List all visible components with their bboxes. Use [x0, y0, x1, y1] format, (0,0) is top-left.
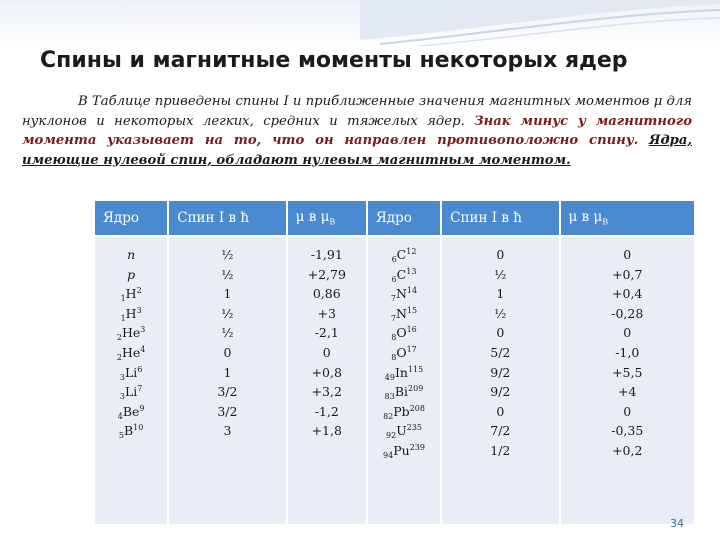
paragraph-part-2: Знак минус у магнитного момента указывает на то, что он направлен противоположно спину. [22, 113, 692, 148]
nucleus-charge: 82 [383, 411, 394, 421]
nucleus-charge: 4 [117, 411, 123, 421]
nucleus-right-4 [369, 323, 439, 343]
nucleus-charge: 8 [391, 333, 397, 343]
nucleus-symbol: H [125, 286, 137, 302]
nucleus-charge: 92 [386, 431, 397, 441]
moment-value-right-5: -1,0 [615, 344, 640, 360]
nucleus-charge: 94 [383, 450, 394, 460]
nucleus-charge: 3 [119, 372, 125, 382]
moment-value-left-3: +3 [317, 305, 336, 321]
nucleus-charge: 49 [384, 372, 395, 382]
moment-value-left-4: -2,1 [314, 325, 339, 341]
moment-value-right-4: 0 [623, 325, 632, 341]
spin-value-right-1: ½ [494, 266, 507, 282]
table-body-row [95, 237, 694, 524]
spin-column-right [442, 237, 558, 524]
nucleus-mass: 16 [406, 325, 417, 335]
spin-value-right-0: 0 [496, 247, 505, 262]
nucleus-left-0 [96, 245, 166, 265]
spin-value-left-5: 0 [223, 344, 232, 360]
nucleus-left-2 [96, 284, 166, 304]
spin-value-right-6: 9/2 [490, 364, 511, 380]
paragraph-part-1: В Таблице приведены спины I и приближенные значения магнитных моментов μ для нуклонов и некоторых легких, средних и тяжелых ядер. [22, 94, 692, 129]
nucleus-mass: 6 [137, 364, 143, 374]
moment-column-left [288, 237, 366, 524]
nucleus-symbol: Bi [394, 384, 409, 400]
nucleus-left-6 [96, 363, 166, 383]
nucleus-mass: 235 [406, 423, 423, 433]
nucleus-symbol: n [127, 247, 136, 262]
moment-value-left-9: +1,8 [311, 423, 342, 439]
nucleus-symbol: In [394, 364, 408, 380]
nucleus-right-6 [369, 363, 439, 383]
nucleus-right-9 [369, 421, 439, 441]
table-header-row [95, 201, 694, 235]
moment-column-right [561, 237, 694, 524]
nucleus-right-10 [369, 441, 439, 461]
moment-value-left-1: +2,79 [307, 266, 346, 282]
nucleus-symbol: He [121, 325, 141, 341]
nucleus-mass: 12 [406, 247, 417, 256]
spin-value-left-1: ½ [221, 266, 234, 282]
header-spin-left: Спин I в ħ [169, 201, 285, 235]
nucleus-left-5 [96, 343, 166, 363]
nucleus-symbol: N [395, 305, 407, 321]
nucleus-mass: 115 [407, 364, 424, 374]
spin-value-left-8: 3/2 [217, 403, 238, 419]
nucleus-mass: 209 [408, 384, 424, 394]
header-nucleus-right: Ядро [368, 201, 440, 235]
nucleus-right-8 [369, 402, 439, 422]
header-mu-right: μ в $\mu_B$ [561, 201, 694, 235]
nucleus-mass: 13 [406, 266, 417, 276]
spin-value-right-9: 7/2 [490, 423, 511, 439]
nucleus-mass: 15 [406, 305, 418, 315]
spin-value-right-10: 1/2 [490, 442, 511, 458]
spin-moment-table [93, 199, 696, 526]
nucleus-right-0 [369, 245, 439, 265]
moment-value-left-6: +0,8 [311, 364, 342, 380]
nucleus-charge: 6 [391, 255, 397, 264]
nucleus-charge: 3 [119, 392, 125, 402]
nucleus-charge: 7 [390, 313, 396, 323]
moment-value-left-5: 0 [322, 344, 331, 360]
nucleus-left-7 [96, 382, 166, 402]
header-mu-left: μ в $\mu_B$ [288, 201, 366, 235]
nucleus-charge: 1 [120, 313, 126, 323]
nucleus-right-1 [369, 265, 439, 285]
moment-value-right-1: +0,7 [612, 266, 643, 282]
nucleus-right-2 [369, 284, 439, 304]
nucleus-right-7 [369, 382, 439, 402]
nucleus-symbol: Pb [393, 403, 410, 419]
moment-value-right-7: +4 [618, 384, 637, 400]
spin-column-left [169, 237, 285, 524]
spin-value-right-3: ½ [494, 305, 507, 321]
moment-value-right-8: 0 [623, 403, 632, 419]
spin-value-left-2: 1 [223, 286, 232, 302]
nucleus-mass: 3 [136, 305, 142, 315]
moment-value-right-9: -0,35 [611, 423, 644, 439]
nucleus-symbol: O [396, 325, 407, 341]
moment-value-left-7: +3,2 [311, 384, 342, 400]
moment-value-right-6: +5,5 [612, 364, 643, 380]
nucleus-symbol: O [396, 344, 407, 360]
slide-title: Спины и магнитные моменты некоторых ядер [40, 48, 628, 73]
moment-value-right-10: +0,2 [612, 442, 643, 458]
nucleus-mass: 4 [140, 344, 146, 354]
nucleus-charge: 8 [391, 352, 397, 362]
moment-value-right-0: 0 [623, 247, 632, 262]
nucleus-charge: 2 [116, 352, 122, 362]
nucleus-symbol: He [121, 344, 141, 360]
nucleus-symbol: U [396, 423, 407, 439]
nucleus-symbol: B [123, 423, 134, 439]
nucleus-mass: 14 [406, 286, 418, 296]
nucleus-charge: 1 [120, 294, 126, 304]
page-number: 34 [670, 517, 684, 530]
spin-value-left-9: 3 [223, 423, 232, 439]
nucleus-mass: 239 [409, 442, 425, 452]
nucleus-right-3 [369, 304, 439, 324]
nucleus-mass: 208 [409, 403, 425, 413]
nucleus-charge: 2 [116, 333, 122, 343]
spin-value-left-4: ½ [221, 325, 234, 341]
nucleus-symbol: H [125, 305, 137, 321]
nucleus-mass: 3 [140, 325, 146, 335]
moment-value-left-8: -1,2 [314, 403, 339, 419]
nucleus-symbol: N [395, 286, 407, 302]
nucleus-symbol: C [396, 266, 407, 282]
header-swoosh-decoration [360, 0, 720, 46]
spin-value-left-6: 1 [223, 364, 232, 380]
nucleus-symbol: Be [122, 403, 140, 419]
nucleus-symbol: Li [124, 364, 138, 380]
moment-value-left-0: -1,91 [310, 247, 343, 262]
nucleus-left-8 [96, 402, 166, 422]
intro-paragraph [22, 92, 692, 170]
nucleus-symbol: p [127, 266, 136, 282]
nucleus-right-5 [369, 343, 439, 363]
nucleus-mass: 7 [137, 384, 143, 394]
header-nucleus-left: Ядро [95, 201, 167, 235]
nucleus-symbol: Li [124, 384, 138, 400]
spin-value-right-7: 9/2 [490, 384, 511, 400]
spin-value-left-3: ½ [221, 305, 234, 321]
nucleus-left-4 [96, 323, 166, 343]
nucleus-mass: 17 [406, 344, 417, 354]
nucleus-left-3 [96, 304, 166, 324]
nucleus-charge: 7 [390, 294, 396, 304]
moment-value-right-3: -0,28 [611, 305, 644, 321]
nucleus-mass: 9 [139, 403, 145, 413]
nucleus-left-1 [96, 265, 166, 285]
nucleus-charge: 83 [384, 392, 395, 402]
nucleus-left-9 [96, 421, 166, 441]
nucleus-symbol: C [396, 247, 407, 262]
nucleus-symbol: Pu [393, 442, 410, 458]
spin-value-right-8: 0 [496, 403, 505, 419]
nucleus-mass: 10 [133, 423, 144, 433]
nucleus-charge: 5 [118, 431, 124, 441]
spin-value-left-7: 3/2 [217, 384, 238, 400]
moment-value-right-2: +0,4 [612, 286, 643, 302]
spin-value-left-0: ½ [221, 247, 234, 262]
moment-value-left-2: 0,86 [312, 286, 341, 302]
nucleus-charge: 6 [391, 274, 397, 284]
spin-value-right-4: 0 [496, 325, 505, 341]
nucleus-column-left [95, 237, 167, 524]
paragraph-part-3: Ядра, имеющие нулевой спин, обладают нулевым магнитным моментом. [22, 133, 692, 168]
nucleus-column-right [368, 237, 440, 524]
header-spin-right: Спин I в ħ [442, 201, 558, 235]
nucleus-mass: 2 [136, 286, 142, 296]
spin-value-right-2: 1 [496, 286, 505, 302]
spin-value-right-5: 5/2 [490, 344, 511, 360]
